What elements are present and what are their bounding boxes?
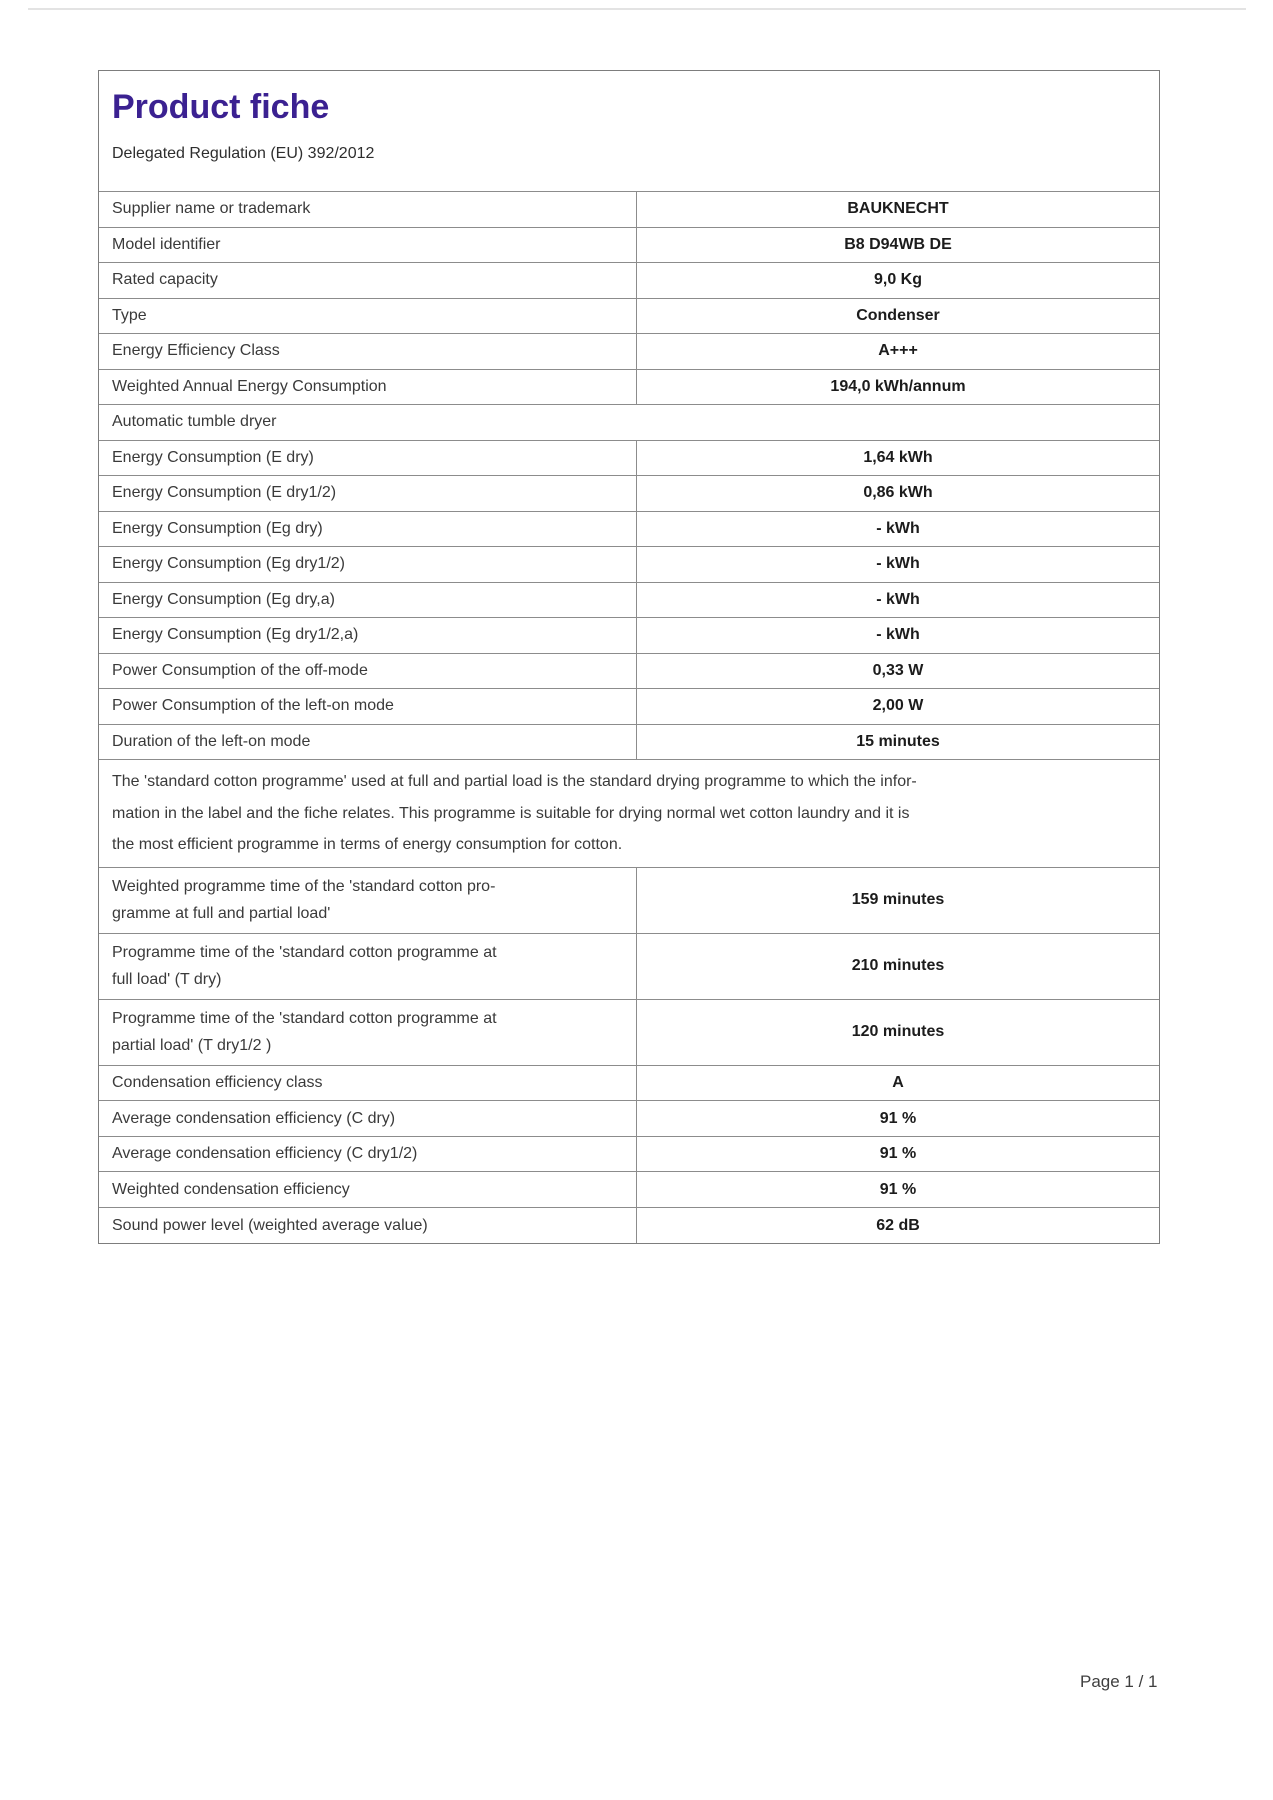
row-value: Condenser (636, 299, 1159, 334)
row-label: Energy Consumption (E dry) (112, 448, 314, 466)
table-row (99, 1101, 1159, 1137)
row-value: 62 dB (636, 1208, 1159, 1244)
page-subtitle: Delegated Regulation (EU) 392/2012 (112, 145, 375, 162)
row-value: 2,00 W (636, 689, 1159, 724)
table-rows (99, 192, 1159, 1243)
row-label: Type (112, 306, 147, 324)
row-value: 120 minutes (636, 1000, 1159, 1065)
table-row (99, 618, 1159, 654)
row-value: 194,0 kWh/annum (636, 370, 1159, 405)
row-value: B8 D94WB DE (636, 228, 1159, 263)
table-row (99, 334, 1159, 370)
note-line: mation in the label and the fiche relates. This programme is suitable for drying normal wet cotton laundry and it is (112, 804, 910, 822)
row-label (99, 868, 636, 933)
row-value: 1,64 kWh (636, 441, 1159, 476)
table-row (99, 760, 1159, 868)
row-value: 91 % (636, 1101, 1159, 1136)
table-row (99, 547, 1159, 583)
row-label: Average condensation efficiency (C dry1/2) (112, 1145, 418, 1163)
table-row (99, 1137, 1159, 1173)
row-value: - kWh (636, 547, 1159, 582)
table-row (99, 441, 1159, 477)
table-row (99, 1208, 1159, 1244)
table-row (99, 1172, 1159, 1208)
row-label: Power Consumption of the off-mode (112, 661, 368, 679)
row-label: Rated capacity (112, 271, 218, 289)
row-label (99, 1000, 636, 1065)
row-value: 91 % (636, 1137, 1159, 1172)
row-label: Automatic tumble dryer (112, 413, 277, 431)
row-label-line: partial load' (T dry1/2 ) (112, 1037, 272, 1055)
table-row (99, 654, 1159, 690)
row-label: Weighted condensation efficiency (112, 1180, 350, 1198)
note-line: the most efficient programme in terms of energy consumption for cotton. (112, 836, 623, 854)
row-value: A (636, 1066, 1159, 1101)
row-label: Energy Efficiency Class (112, 342, 280, 360)
page-number: Page 1 / 1 (1080, 1672, 1158, 1691)
row-label: Weighted Annual Energy Consumption (112, 377, 387, 395)
table-row (99, 934, 1159, 1000)
row-value: 91 % (636, 1172, 1159, 1207)
table-row (99, 1000, 1159, 1066)
row-label-line: full load' (T dry) (112, 971, 222, 989)
row-value: 159 minutes (636, 868, 1159, 933)
table-row (99, 725, 1159, 761)
table-row (99, 868, 1159, 934)
table-row (99, 476, 1159, 512)
row-label: Energy Consumption (Eg dry,a) (112, 590, 335, 608)
table-row (99, 405, 1159, 441)
row-value: 9,0 Kg (636, 263, 1159, 298)
table-row (99, 192, 1159, 228)
row-label-line: Programme time of the 'standard cotton programme at (112, 1009, 497, 1027)
row-label-line: gramme at full and partial load' (112, 905, 331, 923)
row-value: - kWh (636, 512, 1159, 547)
page-title: Product fiche (112, 88, 330, 126)
row-value: 15 minutes (636, 725, 1159, 760)
table-row (99, 263, 1159, 299)
document-header (99, 71, 1159, 192)
table-row (99, 512, 1159, 548)
row-label: Sound power level (weighted average value) (112, 1216, 428, 1234)
table-row (99, 299, 1159, 335)
row-label: Condensation efficiency class (112, 1074, 323, 1092)
row-label: Average condensation efficiency (C dry) (112, 1109, 396, 1127)
table-row (99, 228, 1159, 264)
row-value: 0,86 kWh (636, 476, 1159, 511)
row-label-line: Weighted programme time of the 'standard cotton pro- (112, 877, 496, 895)
row-value: A+++ (636, 334, 1159, 369)
row-label: Model identifier (112, 235, 221, 253)
row-value: - kWh (636, 583, 1159, 618)
row-value: 0,33 W (636, 654, 1159, 689)
row-value: 210 minutes (636, 934, 1159, 999)
row-label: Energy Consumption (Eg dry1/2,a) (112, 626, 359, 644)
row-value: BAUKNECHT (636, 192, 1159, 227)
table-row (99, 689, 1159, 725)
row-label: Energy Consumption (E dry1/2) (112, 484, 337, 502)
table-row (99, 583, 1159, 619)
row-label: Power Consumption of the left-on mode (112, 697, 394, 715)
product-fiche-document (98, 70, 1160, 1244)
table-row (99, 370, 1159, 406)
row-label: Energy Consumption (Eg dry1/2) (112, 555, 345, 573)
row-label (99, 934, 636, 999)
row-label: Supplier name or trademark (112, 200, 311, 218)
row-value: - kWh (636, 618, 1159, 653)
row-label: Energy Consumption (Eg dry) (112, 519, 323, 537)
note-line: The 'standard cotton programme' used at full and partial load is the standard drying programme to which the infor- (112, 773, 917, 790)
table-row (99, 1066, 1159, 1102)
scan-artifact-line (28, 8, 1246, 10)
row-label-line: Programme time of the 'standard cotton programme at (112, 943, 497, 961)
row-label: Duration of the left-on mode (112, 732, 311, 750)
